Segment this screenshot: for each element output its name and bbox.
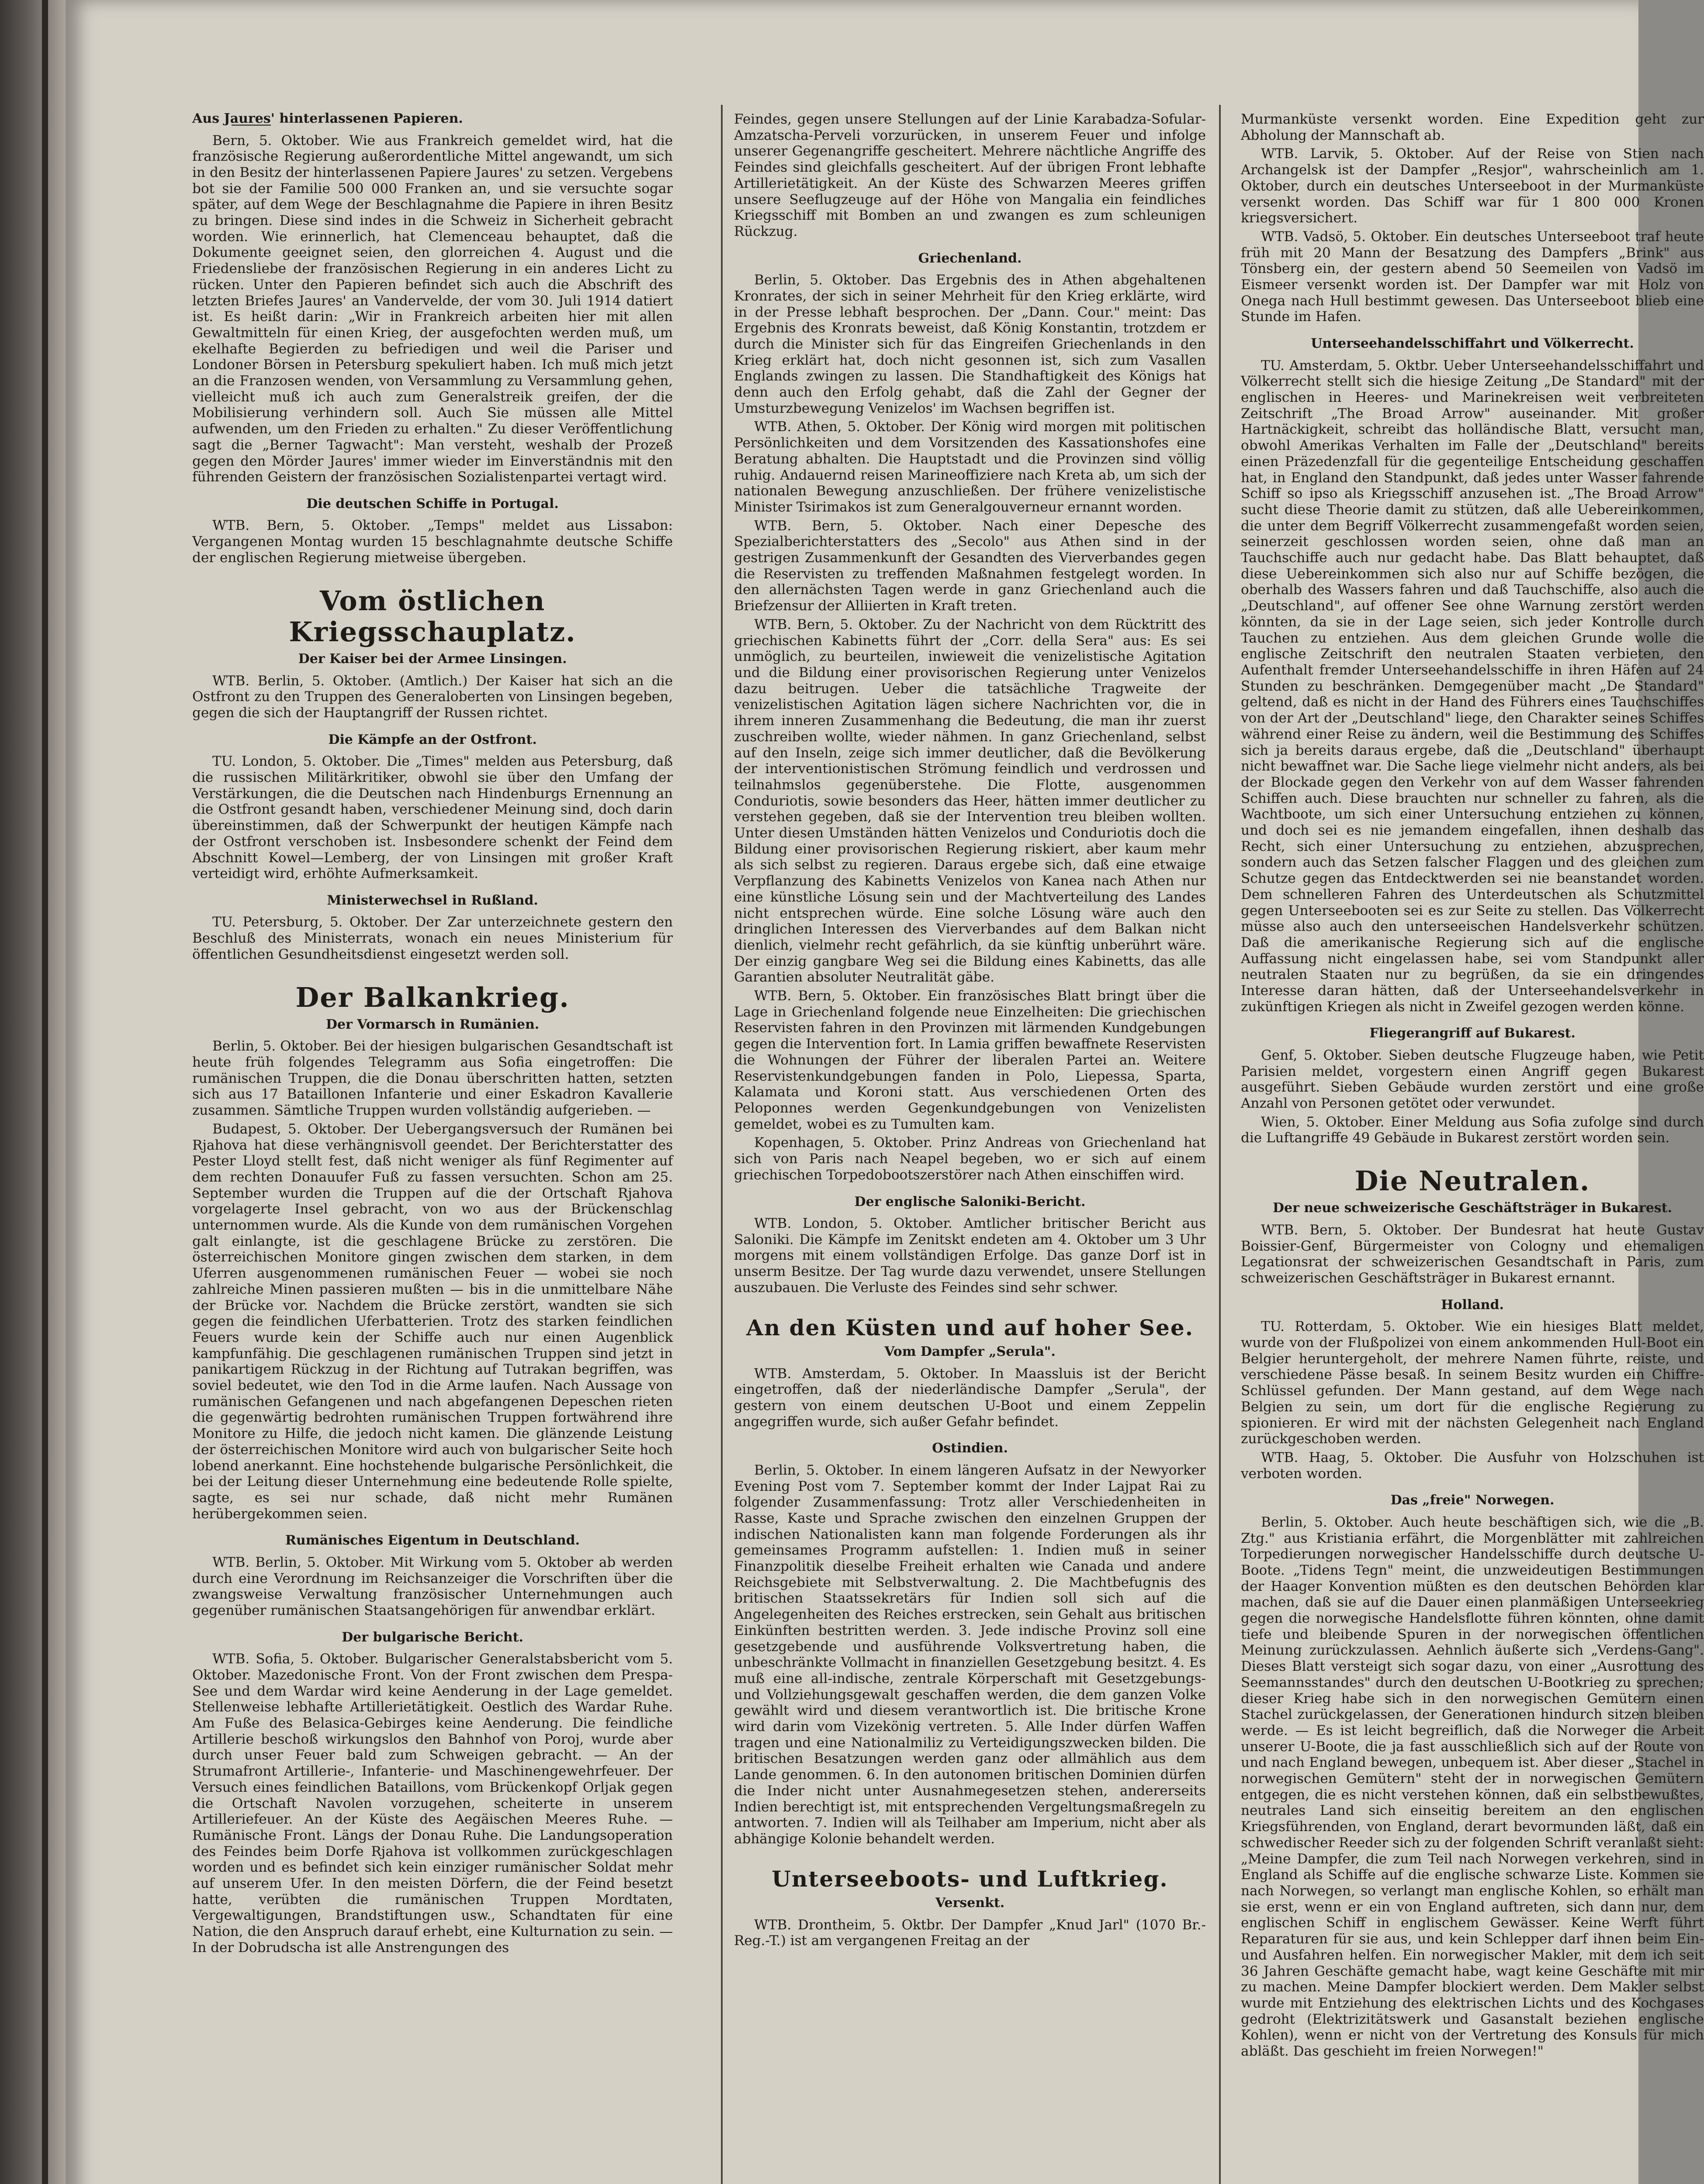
heading-balkan-war: Der Balkankrieg. xyxy=(295,981,570,1013)
column-2 xyxy=(734,111,1206,2184)
subheading-serula: Vom Dampfer „Serula". xyxy=(884,1344,1056,1360)
article-paragraph: TU. London, 5. Oktober. Die „Times" melden aus Petersburg, daß die russischen Militärkritiker, obwohl sie über den Umfang der Verstärkungen, die die Deutschen nach Hindenburgs Ernennung an die Ostfront gesandt haben, verschiedener Meinung sind, doch darin übereinstimmen, daß der Schwerpunkt der heutigen Kämpfe nach der Ostfront verschoben ist. Insbesondere schenkt der Feind dem Abschnitt Kowel—Lemberg, der von Linsingen mit großer Kraft verteidigt wird, erhöhte Aufmerksamkeit. xyxy=(192,753,673,882)
subheading-swiss-charge: Der neue schweizerische Geschäftsträger in Bukarest. xyxy=(1272,1200,1672,1216)
subheading-kaiser-linsingen: Der Kaiser bei der Armee Linsingen. xyxy=(298,651,567,667)
heading-eastern-battles: Die Kämpfe an der Ostfront. xyxy=(328,732,537,747)
heading-jaures-papers: Aus Jaures' hinterlassenen Papieren. xyxy=(192,111,463,126)
article-paragraph: WTB. Drontheim, 5. Oktbr. Der Dampfer „Knud Jarl" (1070 Br.-Reg.-T.) ist am vergangenen Freitag an der xyxy=(734,1917,1206,1949)
heading-submarine-trade-law: Unterseehandelsschiffahrt und Völkerrecht. xyxy=(1311,336,1634,352)
article-paragraph: TU. Amsterdam, 5. Oktbr. Ueber Unterseehandelsschiffahrt und Völkerrecht stellt sich die hiesige Zeitung „De Standard" mit der englischen in Heeres- und Marinekreisen weit verbreiteten Zeitschrift „The Broad Arrow" auseinander. Mit großer Hartnäckigkeit, schreibt das holländische Blatt, versucht man, obwohl Amerikas Verhalten im Falle der „Deutschland" bereits einen Präzedenzfall für die gegenteilige Entscheidung geschaffen hat, in England den Standpunkt, daß jedes unter Wasser fahrende Schiff so ipso als Kriegsschiff anzusehen ist. „The Broad Arrow" sucht diese Theorie damit zu stützen, daß alle Uebereinkommen, die unter dem Begriff Völkerrecht zusammengefaßt worden seien, seinerzeit geschlossen worden seien, ohne daß man an Tauchschiffe auch nur gedacht habe. Das Blatt behauptet, daß diese Uebereinkommen sich also nur auf Schiffe bezögen, die oberhalb des Wassers fahren und daß Tauchschiffe, also auch die „Deutschland", auf offener See ohne Warnung zerstört werden könnten, da sie in der Lage seien, sich jeder Kontrolle durch Tauchen zu entziehen. Aus dem gleichen Grunde wolle die englische Zeitschrift den neutralen Staaten verbieten, den Aufenthalt fremder Unterseehandelsschiffe in ihren Häfen auf 24 Stunden zu beschränken. Demgegenüber macht „De Standard" geltend, daß es nicht in der Hand des Führers eines Tauchschiffes von der Art der „Deutschland" liege, den Charakter seines Schiffes während einer Reise zu ändern, weil die Bestimmung des Schiffes sich ja bereits daraus ergebe, daß die „Deutschland" überhaupt nicht bewaffnet war. Die Sache liege vielmehr nicht anders, als bei der Blockade gegen den Verkehr von auf dem Wasser fahrenden Schiffen auch. Diese brauchten nur schneller zu fahren, als die Wachtboote, um sich einer Untersuchung entziehen zu können, und doch sei es nie jemandem eingefallen, ihnen deshalb das Recht, sich einer Untersuchung zu entziehen, abzusprechen, sondern auch das Setzen falscher Flaggen und des gleichen zum Schutze gegen das Entdecktwerden sei nie beanstandet worden. Dem schnelleren Fahren des Unterdeutschen als Schutzmittel gegen Unterseebooten sei es zur Seite zu stellen. Das Völkerrecht müsse also auch den unterseeischen Handelsverkehr schützen. Daß die amerikanische Regierung sich auf die englische Auffassung nicht eingelassen habe, sei vom Standpunkt aller neutralen Staaten nur zu begrüßen, da sie ein dringendes Interesse daran hätten, daß der Unterseehandelsverkehr in zukünftigen Kriegen als nicht in Zweifel gezogen werden könne. xyxy=(1241,357,1704,1015)
article-paragraph: WTB. Haag, 5. Oktober. Die Ausfuhr von Holzschuhen ist verboten worden. xyxy=(1241,1449,1704,1482)
book-binding-edge xyxy=(0,0,74,2184)
heading-east-india: Ostindien. xyxy=(932,1441,1008,1456)
article-paragraph: WTB. Amsterdam, 5. Oktober. In Maassluis ist der Bericht eingetroffen, daß der niederländische Dampfer „Serula", der gestern von einem deutschen U-Boot und einem Zeppelin angegriffen wurde, sich außer Gefahr befindet. xyxy=(734,1365,1206,1430)
article-paragraph: Feindes, gegen unsere Stellungen auf der Linie Karabadza-Sofular-Amzatscha-Perveli vorzurücken, in unserem Feuer und infolge unserer Gegenangriffe gescheitert. Mehrere nächtliche Angriffe des Feindes sind gleichfalls gescheitert. Auf der übrigen Front lebhafte Artillerietätigkeit. An der Küste des Schwarzen Meeres griffen unsere Seeflugzeuge auf der Höhe von Mangalia ein feindliches Kriegsschiff mit Bomben an und zwangen es zum schleunigen Rückzug. xyxy=(734,111,1206,239)
heading-saloniki-report: Der englische Saloniki-Bericht. xyxy=(854,1194,1086,1209)
column-1 xyxy=(192,111,673,2184)
heading-free-norway: Das „freie" Norwegen. xyxy=(1390,1493,1555,1508)
article-paragraph: WTB. Bern, 5. Oktober. Zu der Nachricht von dem Rücktritt des griechischen Kabinetts führt der „Corr. della Sera" aus: Es sei unmöglich, zu beurteilen, inwieweit die venizelistische Agitation und die Bildung einer provisorischen Regierung unter Venizelos dazu beitrugen. Ueber die tatsächliche Tragweite der venizelistischen Agitation lägen sichere Nachrichten vor, die in ihrem inneren Zusammenhang die Bedeutung, die man ihr zuerst zuschreiben wollte, wieder nähmen. In ganz Griechenland, selbst auf den Inseln, zeige sich immer deutlicher, daß die Bevölkerung der interventionistischen Strömung feindlich und verdrossen und teilnahmslos gegenüberstehe. Die Flotte, ausgenommen Conduriotis, sowie besonders das Heer, hätten immer deutlicher zu verstehen gegeben, daß sie der Intervention treu bleiben wollten. Unter diesen Umständen hätten Venizelos und Conduriotis doch die Bildung einer provisorischen Regierung riskiert, aber kaum mehr als sich selbst zu regieren. Daraus ergebe sich, daß eine etwaige Verpflanzung des Kabinetts Venizelos von Kanea nach Athen nur eine künstliche Lösung sein und der Machtverteilung des Landes nicht entsprechen würde. Eine solche Lösung wäre auch den dringlichen Interessen des Vierverbandes auf dem Balkan nicht dienlich, vielmehr recht gefährlich, da sie künftig unberührt wäre. Der einzig gangbare Weg sei die Bildung eines Kabinetts, das alle Garantien absoluter Neutralität gäbe. xyxy=(734,616,1206,985)
column-3 xyxy=(1241,111,1704,2184)
article-paragraph: WTB. Bern, 5. Oktober. Ein französisches Blatt bringt über die Lage in Griechenland folgende neue Einzelheiten: Die griechischen Reservisten fahren in den Provinzen mit lärmenden Kundgebungen gegen die Intervention fort. In Lamia griffen bewaffnete Reservisten die Wohnungen der Führer der liberalen Partei an. Weitere Reservistenkundgebungen fanden in Polo, Liepessa, Sparta, Kalamata und Koroni statt. Aus verschiedenen Orten des Peloponnes werden Gegenkundgebungen von Venizelisten gemeldet, wobei es zu Tumulten kam. xyxy=(734,988,1206,1132)
subheading-advance-romania: Der Vormarsch in Rumänien. xyxy=(326,1016,540,1032)
article-paragraph: Budapest, 5. Oktober. Der Uebergangsversuch der Rumänen bei Rjahova hat diese verhängnisvoll geendet. Der Berichterstatter des Pester Lloyd stellt fest, daß nicht weniger als fünf Regimenter auf dem rechten Donauufer Fuß zu fassen versuchten. Schon am 25. September wurden die Truppen auf die der Ortschaft Rjahova vorgelagerte Insel gebracht, von wo aus der Brückenschlag unternommen wurde. Als die Kunde von dem rumänischen Vorgehen galt einlangte, ist die geschlagene Brücke zu zerstören. Die österreichischen Monitore gingen zwischen dem starken, in dem Uferren ausgenommenen rumänischen Feuer — wobei sie noch zahlreiche Minen passieren mußten — bis in die unmittelbare Nähe der Brücke vor. Nachdem die Brücke zerstört, wandten sie sich gegen die feindlichen Uferbatterien. Trotz des starken feindlichen Feuers wurde kein der Schiffe auch nur einen Augenblick kampfunfähig. Die geschlagenen rumänischen Truppen sind jetzt in panikartigem Rückzug in der Richtung auf Tutrakan begriffen, was soviel bedeutet, wie den Tod in die Arme laufen. Nach Aussage von rumänischen Gefangenen und nach abgefangenen Depeschen rieten die gegenwärtig bedrohten rumänischen Truppen fortwährend ihre Monitore zu Hilfe, die jedoch nicht kamen. Die glänzende Leistung der österreichischen Monitore wird auch von bulgarischer Seite hoch lobend anerkannt. Eine hochstehende bulgarische Persönlichkeit, die bei der Leitung dieser Unternehmung eine bedeutende Rolle spielte, sagte, es sei nur schade, daß nicht mehr Rumänen herübergekommen seien. xyxy=(192,1121,673,1522)
heading-bulgarian-report: Der bulgarische Bericht. xyxy=(342,1629,523,1645)
article-paragraph: Wien, 5. Oktober. Einer Meldung aus Sofia zufolge sind durch die Luftangriffe 49 Gebäude in Bukarest zerstört worden sein. xyxy=(1241,1114,1704,1146)
binding-strip xyxy=(42,0,48,2184)
article-paragraph: Berlin, 5. Oktober. Das Ergebnis des in Athen abgehaltenen Kronrates, der sich in seiner Mehrheit für den Krieg erklärte, wird in der Presse lebhaft besprochen. Der „Dann. Cour." meint: Das Ergebnis des Kronrats beweist, daß König Konstantin, trotzdem er durch die Minister sich für das Eingreifen Griechenlands in den Krieg erklärt hat, doch nicht gesonnen ist, sich zum Vasallen Englands zwingen zu lassen. Die Standhaftigkeit des Königs hat denn auch den Erfolg gehabt, daß die Zahl der Gegner der Umsturzbewegung Venizelos' im Wachsen begriffen ist. xyxy=(734,272,1206,416)
heading-minister-change-russia: Ministerwechsel in Rußland. xyxy=(327,892,538,908)
column-rule-2 xyxy=(1219,105,1221,2184)
newspaper-page xyxy=(66,0,1704,2184)
heading-air-raid-bucharest: Fliegerangriff auf Bukarest. xyxy=(1369,1026,1576,1041)
article-paragraph: WTB. London, 5. Oktober. Amtlicher britischer Bericht aus Saloniki. Die Kämpfe im Zenitskt endeten am 4. Oktober um 3 Uhr morgens mit einem vollständigen Erfolge. Das ganze Dorf ist in unserm Besitze. Der Tag wurde dazu verwendet, unsere Stellungen auszubauen. Die Verluste des Feindes sind sehr schwer. xyxy=(734,1216,1206,1296)
article-paragraph: WTB. Bern, 5. Oktober. Der Bundesrat hat heute Gustav Boissier-Genf, Bürgermeister von Cologny und ehemaligen Legationsrat der schweizerischen Gesandtschaft in Paris, zum schweizerischen Geschäftsträger in Bukarest ernannt. xyxy=(1241,1222,1704,1286)
article-paragraph: Murmanküste versenkt worden. Eine Expedition geht zur Abholung der Mannschaft ab. xyxy=(1241,111,1704,143)
column-rule-1 xyxy=(721,105,723,2184)
article-paragraph: WTB. Berlin, 5. Oktober. (Amtlich.) Der Kaiser hat sich an die Ostfront zu den Truppen des Generaloberten von Linsingen begeben, gegen die sich der Hauptangriff der Russen richtet. xyxy=(192,673,673,721)
article-paragraph: Berlin, 5. Oktober. In einem längeren Aufsatz in der Newyorker Evening Post vom 7. September kommt der Inder Lajpat Rai zu folgender Zusammenfassung: Trotz aller Verschiedenheiten in Rasse, Kaste und Sprache zwischen den einzelnen Gruppen der indischen Nationalisten kann man folgende Forderungen als ihr gemeinsames Programm aufstellen: 1. Indien muß in seiner Finanzpolitik dieselbe Freiheit erhalten wie Canada und andere Reichsgebiete mit Selbstverwaltung. 2. Die Machtbefugnis des britischen Staatssekretärs für Indien soll sich auf die Angelegenheiten des Reiches erstrecken, sein Gehalt aus britischen Einkünften bestritten werden. 3. Jede indische Provinz soll eine gesetzgebende und ausführende Volksvertretung haben, die unbeschränkte Vollmacht in finanziellen Gesetzgebung besitzt. 4. Es muß eine all-indische, zentrale Körperschaft mit Gesetzgebungs- und Vollziehungsgewalt geschaffen werden, die dem ganzen Volke gewählt wird und diesem verantwortlich ist. Die britische Krone wird darin vom Vizekönig vertreten. 5. Alle Inder dürfen Waffen tragen und eine Nationalmiliz zu Verteidigungszwecken bilden. Die britischen Besatzungen werden ganz oder allmählich aus dem Lande genommen. 6. In den autonomen britischen Dominien dürfen die Inder nicht unter Ausnahmegesetzen stehen, andererseits Indien berechtigt ist, mit entsprechenden Vergeltungsmaßregeln zu antworten. 7. Indien will als Teilhaber am Imperium, nicht aber als abhängige Kolonie behandelt werden. xyxy=(734,1462,1206,1847)
article-paragraph: WTB. Athen, 5. Oktober. Der König wird morgen mit politischen Persönlichkeiten und dem Vorsitzenden des Kassationshofes eine Beratung abhalten. Die Hauptstadt und die Provinzen sind völlig ruhig. Andauernd reisen Marineoffiziere nach Kreta ab, um sich der nationalen Bewegung anzuschließen. Der frühere venizelistische Minister Tsirimakos ist zum Generalgouverneur ernannt worden. xyxy=(734,419,1206,515)
heading-romanian-property: Rumänisches Eigentum in Deutschland. xyxy=(285,1533,580,1548)
article-paragraph: WTB. Bern, 5. Oktober. „Temps" meldet aus Lissabon: Vergangenen Montag wurden 15 beschlagnahmte deutsche Schiffe der englischen Regierung mietweise übergeben. xyxy=(192,518,673,566)
article-paragraph: WTB. Bern, 5. Oktober. Nach einer Depesche des Spezialberichterstatters des „Secolo" aus Athen sind in der gestrigen Zusammenkunft der Gesandten des Vierverbandes gegen die Reservisten zu treffenden Maßnahmen festgelegt worden. In den allernächsten Tagen werde in ganz Griechenland auch die Briefzensur der Alliierten in Kraft treten. xyxy=(734,518,1206,614)
heading-german-ships-portugal: Die deutschen Schiffe in Portugal. xyxy=(306,496,559,511)
article-paragraph: WTB. Sofia, 5. Oktober. Bulgarischer Generalstabsbericht vom 5. Oktober. Mazedonische Front. Von der Front zwischen dem Prespa-See und dem Wardar wird keine Aenderung in der Lage gemeldet. Stellenweise lebhafte Artillerietätigkeit. Oestlich des Wardar Ruhe. Am Fuße des Belasica-Gebirges keine Aenderung. Die feindliche Artillerie beschoß wirkungslos den Bahnhof von Poroj, wurde aber durch unser Feuer bald zum Schweigen gebracht. — An der Strumafront Artillerie-, Infanterie- und Maschinengewehrfeuer. Der Versuch eines feindlichen Bataillons, vom Brückenkopf Orljak gegen die Ortschaft Navolen vorzugehen, scheiterte in unserem Artilleriefeuer. An der Küste des Aegäischen Meeres Ruhe. — Rumänische Front. Längs der Donau Ruhe. Die Landungsoperation des Feindes beim Dorfe Rjahova ist vollkommen zurückgeschlagen worden und es befindet sich kein einziger rumänischer Soldat mehr auf unserem Ufer. In den meisten Dörfern, die der Feind besetzt hatte, verübten die rumänischen Truppen Mordtaten, Vergewaltigungen, Brandstiftungen usw., Schandtaten für eine Nation, die den Anspruch darauf erhebt, eine Kulturnation zu sein. — In der Dobrudscha ist alle Anstrengungen des xyxy=(192,1651,673,1956)
heading-greece: Griechenland. xyxy=(918,250,1022,266)
heading-coasts-high-sea: An den Küsten und auf hoher See. xyxy=(746,1314,1194,1341)
article-paragraph: Berlin, 5. Oktober. Auch heute beschäftigen sich, wie die „B. Ztg." aus Kristiania erfährt, die Morgenblätter mit zahlreichen Torpedierungen norwegischer Handelsschiffe durch deutsche U-Boote. „Tidens Tegn" meint, die unzweideutigen Bestimmungen der Haager Konvention müßten es den deutschen Behörden klar machen, daß sie auf die Dauer einen planmäßigen Unterseekrieg gegen die norwegische Handelsflotte führen könnten, ohne damit tiefe und bleibende Spuren in der norwegischen öffentlichen Meinung zurückzulassen. Aehnlich äußerte sich „Verdens-Gang". Dieses Blatt versteigt sich sogar dazu, von einer „Ausrottung des Seemannsstandes" durch den deutschen U-Bootkrieg zu sprechen; dieser Krieg habe sich in den norwegischen Gemütern einen Stachel zurückgelassen, der Generationen hindurch sitzen bleiben werde. — Es ist leicht begreiflich, daß die Norweger die Arbeit unserer U-Boote, die ja fast ausschließlich sich auf der Route von und nach England bewegen, unbequem ist. Aber dieser „Stachel in norwegischen Gemütern" steht der in norwegischen Gemütern entgegen, die es nicht verstehen können, daß ein selbstbewußtes, neutrales Land sich einseitig bereitem an den englischen Kriegsführenden, von England, derart bevormunden läßt, daß ein schwedischer Reeder sich zu der folgenden Schrift veranlaßt sieht: „Meine Dampfer, die zum Teil nach Norwegen verkehren, sind in England als Schiffe auf die englische schwarze Liste. Kommen sie nach Norwegen, so verlangt man englische Kohlen, so erhält man sie erst, wenn er ein von England auftreten, sich dann nur, dem englischen Schiff in englischem Gewässer. Keine Werft führt Reparaturen für sie aus, und kein Schlepper darf ihnen beim Ein- und Ausfahren helfen. Ein norwegischer Makler, mit dem ich seit 36 Jahren Geschäfte gemacht habe, wagt keine Geschäfte mit mir zu machen. Meine Dampfer blockiert werden. Dem Makler selbst wurde mit Entziehung des elektrischen Lichts und des Kochgases gedroht (Elektrizitätswerk und Gasanstalt beziehen englische Kohlen), wenn er nicht von der Vertretung des Konsuls für mich abläßt. Das geschieht im freien Norwegen!" xyxy=(1241,1514,1704,2060)
article-paragraph: Bern, 5. Oktober. Wie aus Frankreich gemeldet wird, hat die französische Regierung außerordentliche Mittel angewandt, um sich in den Besitz der hinterlassenen Papiere Jaures' zu setzen. Vergebens bot sie der Familie 500 000 Franken an, und sie versuchte sogar später, auf dem Wege der Beschlagnahme die Papiere in ihren Besitz zu bringen. Diese sind indes in die Schweiz in Sicherheit gebracht worden. Wie erinnerlich, hat Clemenceau behauptet, daß die Dokumente geeignet seien, den glorreichen 4. August und die Friedensliebe der französischen Regierung in ein anderes Licht zu rücken. Unter den Papieren befindet sich auch die Abschrift des letzten Briefes Jaures' an Vandervelde, der vom 30. Juli 1914 datiert ist. Es heißt darin: „Wir in Frankreich arbeiten hier mit allen Gewaltmitteln für einen Krieg, der ausgefochten werden muß, um ekelhafte Begierden zu befriedigen und weil die Pariser und Londoner Börsen in Petersburg spekuliert haben. Ich muß mich jetzt an die Franzosen wenden, von Versammlung zu Versammlung gehen, vielleicht muß ich auch zum Generalstreik greifen, der die Mobilisierung verhindern soll. Auch Sie müssen alle Mittel aufwenden, um den Frieden zu erhalten." Zu dieser Veröffentlichung sagt die „Berner Tagwacht": Man versteht, weshalb der Prozeß gegen den Mörder Jaures' immer wieder im Einverständnis mit den führenden Geistern der französischen Sozialistenpartei vertagt wird. xyxy=(192,132,673,485)
heading-eastern-front: Vom östlichen Kriegsschauplatz. xyxy=(289,584,576,648)
article-paragraph: TU. Petersburg, 5. Oktober. Der Zar unterzeichnete gestern den Beschluß des Ministerrats, wonach ein neues Ministerium für öffentlichen Gesundheitsdienst eingesetzt werden soll. xyxy=(192,914,673,962)
article-paragraph: Kopenhagen, 5. Oktober. Prinz Andreas von Griechenland hat sich von Paris nach Neapel begeben, wo er sich auf einem griechischen Torpedobootszerstörer nach Athen einschiffen wird. xyxy=(734,1135,1206,1183)
article-paragraph: WTB. Vadsö, 5. Oktober. Ein deutsches Unterseeboot traf heute früh mit 20 Mann der Besatzung des Dampfers „Brink" aus Tönsberg ein, der gestern abend 50 Seemeilen von Vadsö im Eismeer versenkt worden ist. Der Dampfer war mit Holz von Onega nach Hull bestimmt gewesen. Das Unterseeboot blieb eine Stunde im Hafen. xyxy=(1241,228,1704,325)
heading-neutrals: Die Neutralen. xyxy=(1354,1165,1590,1197)
article-paragraph: Berlin, 5. Oktober. Bei der hiesigen bulgarischen Gesandtschaft ist heute früh folgendes Telegramm aus Sofia eingetroffen: Die rumänischen Truppen, die die Donau überschritten hatten, setzten sich aus 17 Bataillonen Infanterie und einer Eskadron Kavallerie zusammen. Sämtliche Truppen wurden vollständig aufgerieben. — xyxy=(192,1038,673,1119)
heading-submarine-air-war: Unterseeboots- und Luftkrieg. xyxy=(772,1866,1168,1892)
article-paragraph: WTB. Berlin, 5. Oktober. Mit Wirkung vom 5. Oktober ab werden durch eine Verordnung im Reichsanzeiger die Vorschriften über die zwangsweise Verwaltung französischer Unternehmungen auch gegenüber rumänischen Staatsangehörigen für anwendbar erklärt. xyxy=(192,1554,673,1619)
subheading-sunk: Versenkt. xyxy=(935,1895,1005,1911)
heading-holland: Holland. xyxy=(1441,1297,1504,1313)
article-paragraph: WTB. Larvik, 5. Oktober. Auf der Reise von Stien nach Archangelsk ist der Dampfer „Resjor", wahrscheinlich am 1. Oktober, durch ein deutsches Unterseeboot in der Murmanküste versenkt worden. Das Schiff war für 1 800 000 Kronen kriegsversichert. xyxy=(1241,146,1704,226)
article-paragraph: Genf, 5. Oktober. Sieben deutsche Flugzeuge haben, wie Petit Parisien meldet, vorgestern einen Angriff gegen Bukarest ausgeführt. Sieben Gebäude wurden zerstört und eine große Anzahl von Personen getötet oder verwundet. xyxy=(1241,1047,1704,1112)
article-paragraph: TU. Rotterdam, 5. Oktober. Wie ein hiesiges Blatt meldet, wurde von der Flußpolizei von einem ankommenden Hull-Boot ein Belgier heruntergeholt, der mehrere Namen führte, reiste, und verschiedene Pässe besaß. In seinem Besitz wurden ein Chiffre-Schlüssel gefunden. Der Mann gestand, auf dem Wege nach Belgien zu sein, um dort für die englische Regierung zu spionieren. Er wird mit der nächsten Gelegenheit nach England zurückgeschoben werden. xyxy=(1241,1319,1704,1447)
